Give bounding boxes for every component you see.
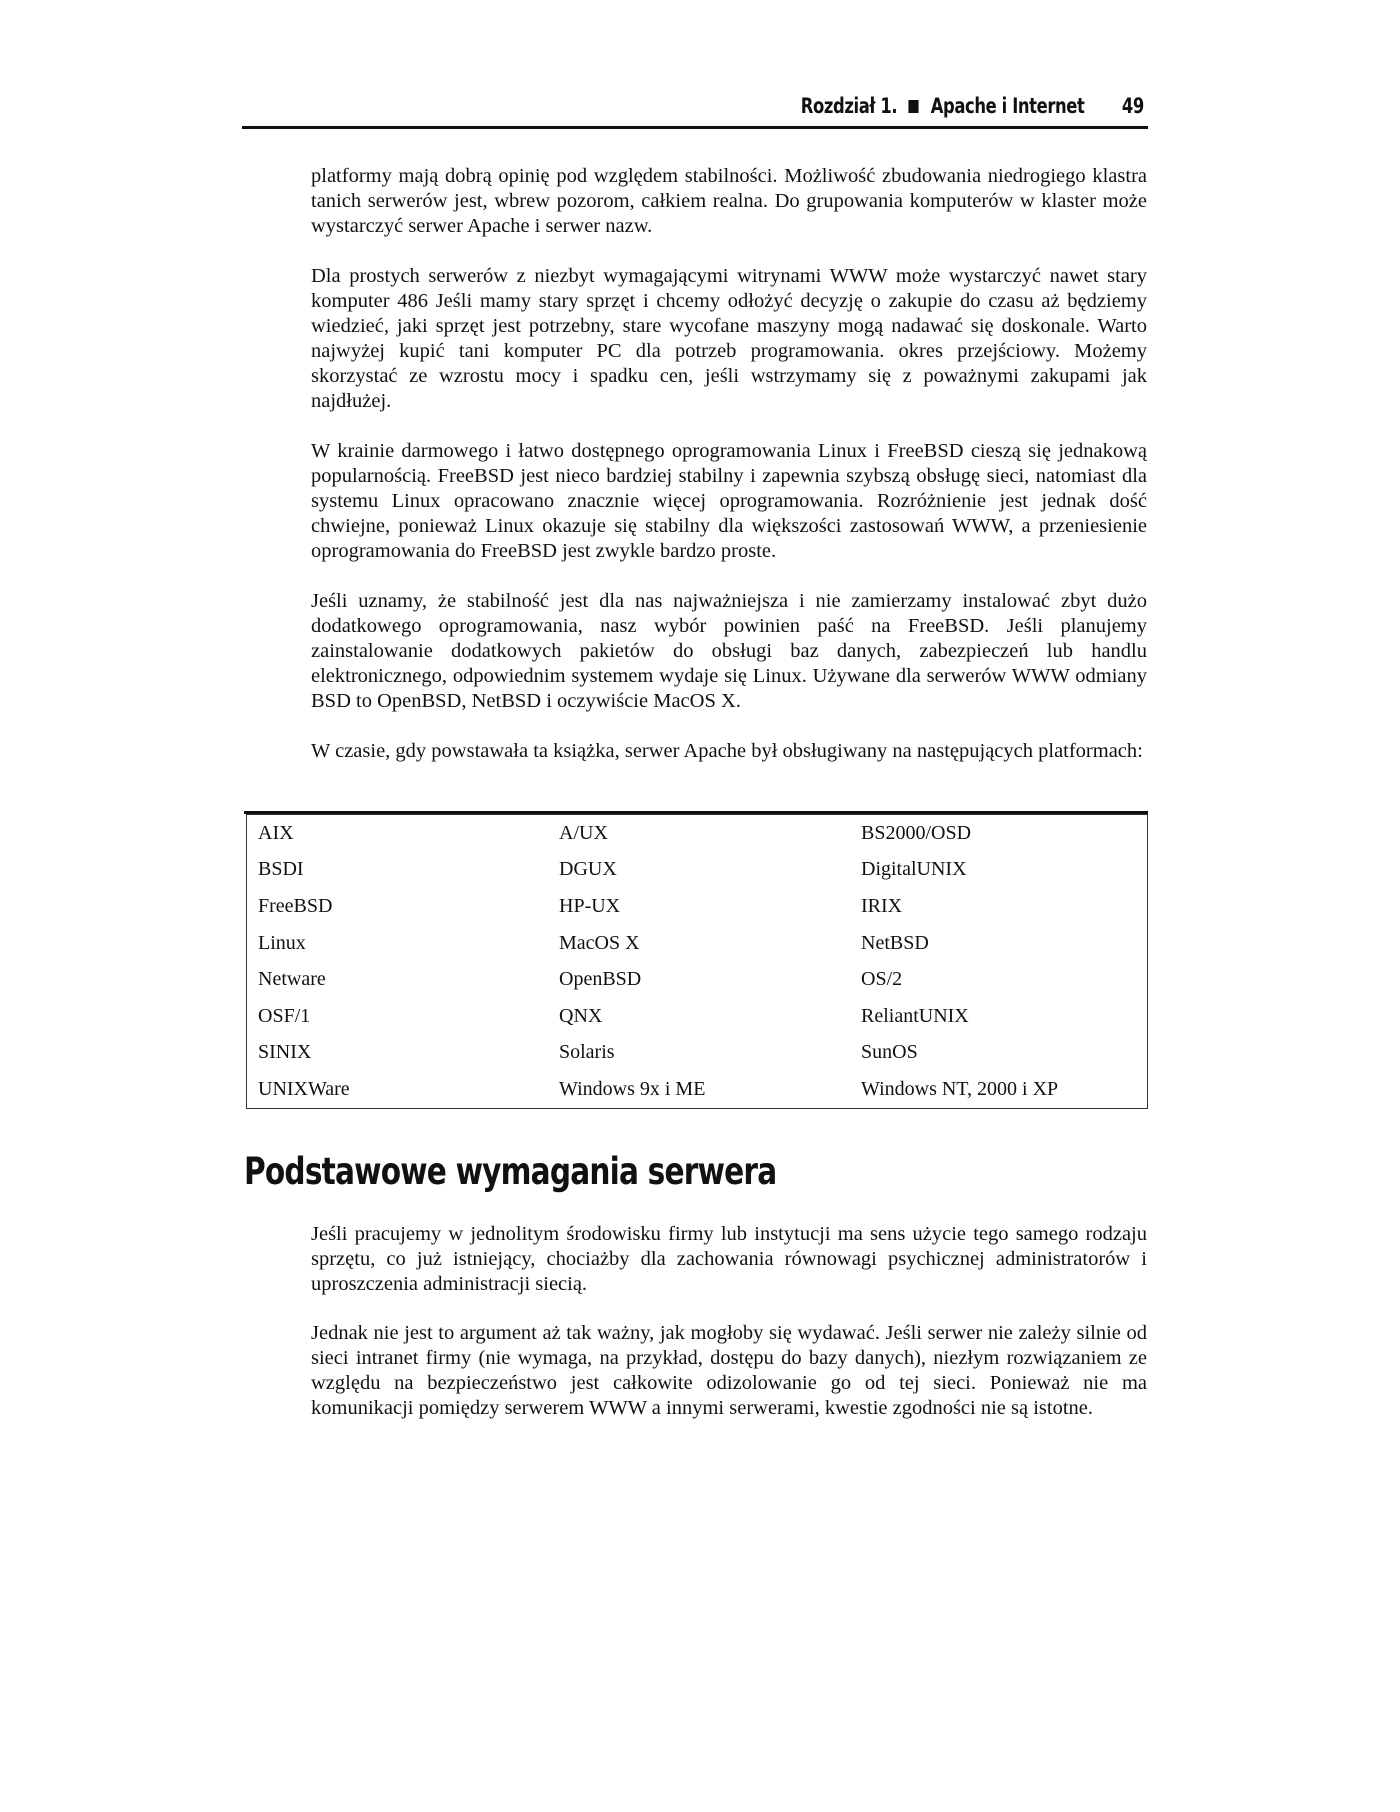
table-cell: AIX: [258, 821, 294, 844]
chapter-label: Rozdział 1.: [800, 94, 898, 118]
table-cell: QNX: [559, 1004, 603, 1027]
paragraph-6: Jeśli pracujemy w jednolitym środowisku firmy lub instytucji ma sens użycie tego samego rodzaju sprzętu, co już istniejący, chociażby dla zachowania równowagi psychicznej administratorów i uproszczenia administracji siecią.: [311, 1223, 1147, 1295]
table-cell: DigitalUNIX: [861, 858, 967, 881]
chapter-title: Apache i Internet: [930, 94, 1085, 118]
table-cell: Windows NT, 2000 i XP: [861, 1077, 1059, 1100]
table-cell: SINIX: [258, 1041, 312, 1064]
table-cell: OS/2: [861, 968, 903, 991]
table-row: [247, 925, 1148, 962]
table-cell: ReliantUNIX: [861, 1004, 969, 1027]
header-right-group: [801, 94, 1144, 118]
table-row: [247, 998, 1148, 1035]
table-cell: BS2000/OSD: [861, 821, 972, 844]
square-bullet-icon: [908, 100, 918, 113]
paragraph-2: Dla prostych serwerów z niezbyt wymagającymi witrynami WWW może wystarczyć nawet stary komputer 486 Jeśli mamy stary sprzęt i chcemy odłożyć decyzję o zakupie do czasu aż będziemy wiedzieć, jaki sprzęt jest potrzebny, stare wycofane maszyny mogą nadawać się doskonale. Warto najwyżej kupić tani komputer PC dla potrzeb programowania. okres przejściowy. Możemy skorzystać ze wzrostu mocy i spadku cen, jeśli wstrzymamy się z poważnymi zakupami jak najdłużej.: [311, 265, 1147, 412]
paragraph-4: Jeśli uznamy, że stabilność jest dla nas najważniejsza i nie zamierzamy instalować zbyt dużo dodatkowego oprogramowania, nasz wybór powinien paść na FreeBSD. Jeśli planujemy zainstalowanie dodatkowych pakietów do obsługi baz danych, zabezpieczeń lub handlu elektronicznego, odpowiednim systemem wydaje się Linux. Używane dla serwerów WWW odmiany BSD to OpenBSD, NetBSD i oczywiście MacOS X.: [311, 590, 1147, 712]
table-row: [247, 888, 1148, 925]
table-cell: MacOS X: [559, 931, 640, 954]
table-row: [247, 961, 1148, 998]
table-cell: FreeBSD: [258, 894, 333, 917]
table-cell: OSF/1: [258, 1004, 311, 1027]
table-cell: IRIX: [861, 894, 903, 917]
paragraph-1: platformy mają dobrą opinię pod względem stabilności. Możliwość zbudowania niedrogiego klastra tanich serwerów jest, wbrew pozorom, całkiem realna. Do grupowania komputerów w klaster może wystarczyć serwer Apache i serwer nazw.: [311, 165, 1147, 237]
table-row: [247, 852, 1148, 889]
table-cell: Linux: [258, 931, 306, 954]
platforms-table: [246, 814, 1148, 1109]
table-cell: Solaris: [559, 1041, 615, 1064]
page-number: 49: [1121, 94, 1144, 118]
table-cell: Netware: [258, 968, 326, 991]
table-cell: A/UX: [559, 821, 608, 844]
section-heading: Podstawowe wymagania serwera: [244, 1150, 777, 1193]
table-row: [247, 1035, 1148, 1072]
paragraph-7: Jednak nie jest to argument aż tak ważny, jak mogłoby się wydawać. Jeśli serwer nie zależy silnie od sieci intranet firmy (nie wymaga, na przykład, dostępu do bazy danych), niezłym rozwiązaniem ze względu na bezpieczeństwo jest całkowite odizolowanie go od tej sieci. Ponieważ nie ma komunikacji pomiędzy serwerem WWW a innymi serwerami, kwestie zgodności nie są istotne.: [311, 1322, 1147, 1419]
table-cell: UNIXWare: [258, 1077, 350, 1100]
table-cell: HP-UX: [559, 894, 621, 917]
table-cell: DGUX: [559, 858, 617, 881]
table-cell: Windows 9x i ME: [559, 1077, 706, 1100]
table-cell: BSDI: [258, 858, 304, 881]
running-header: [242, 92, 1148, 129]
table-cell: NetBSD: [861, 931, 929, 954]
table-cell: SunOS: [861, 1041, 918, 1064]
table-row: [247, 815, 1148, 852]
table-cell: OpenBSD: [559, 968, 642, 991]
paragraph-3: W krainie darmowego i łatwo dostępnego oprogramowania Linux i FreeBSD cieszą się jednakową popularnością. FreeBSD jest nieco bardziej stabilny i zapewnia szybszą obsługę sieci, natomiast dla systemu Linux opracowano znacznie więcej oprogramowania. Rozróżnienie jest jednak dość chwiejne, ponieważ Linux okazuje się stabilny dla większości zastosowań WWW, a przeniesienie oprogramowania do FreeBSD jest zwykle bardzo proste.: [311, 440, 1147, 562]
table-row: [247, 1071, 1148, 1108]
paragraph-5: W czasie, gdy powstawała ta książka, serwer Apache był obsługiwany na następujących platformach:: [311, 740, 1143, 762]
